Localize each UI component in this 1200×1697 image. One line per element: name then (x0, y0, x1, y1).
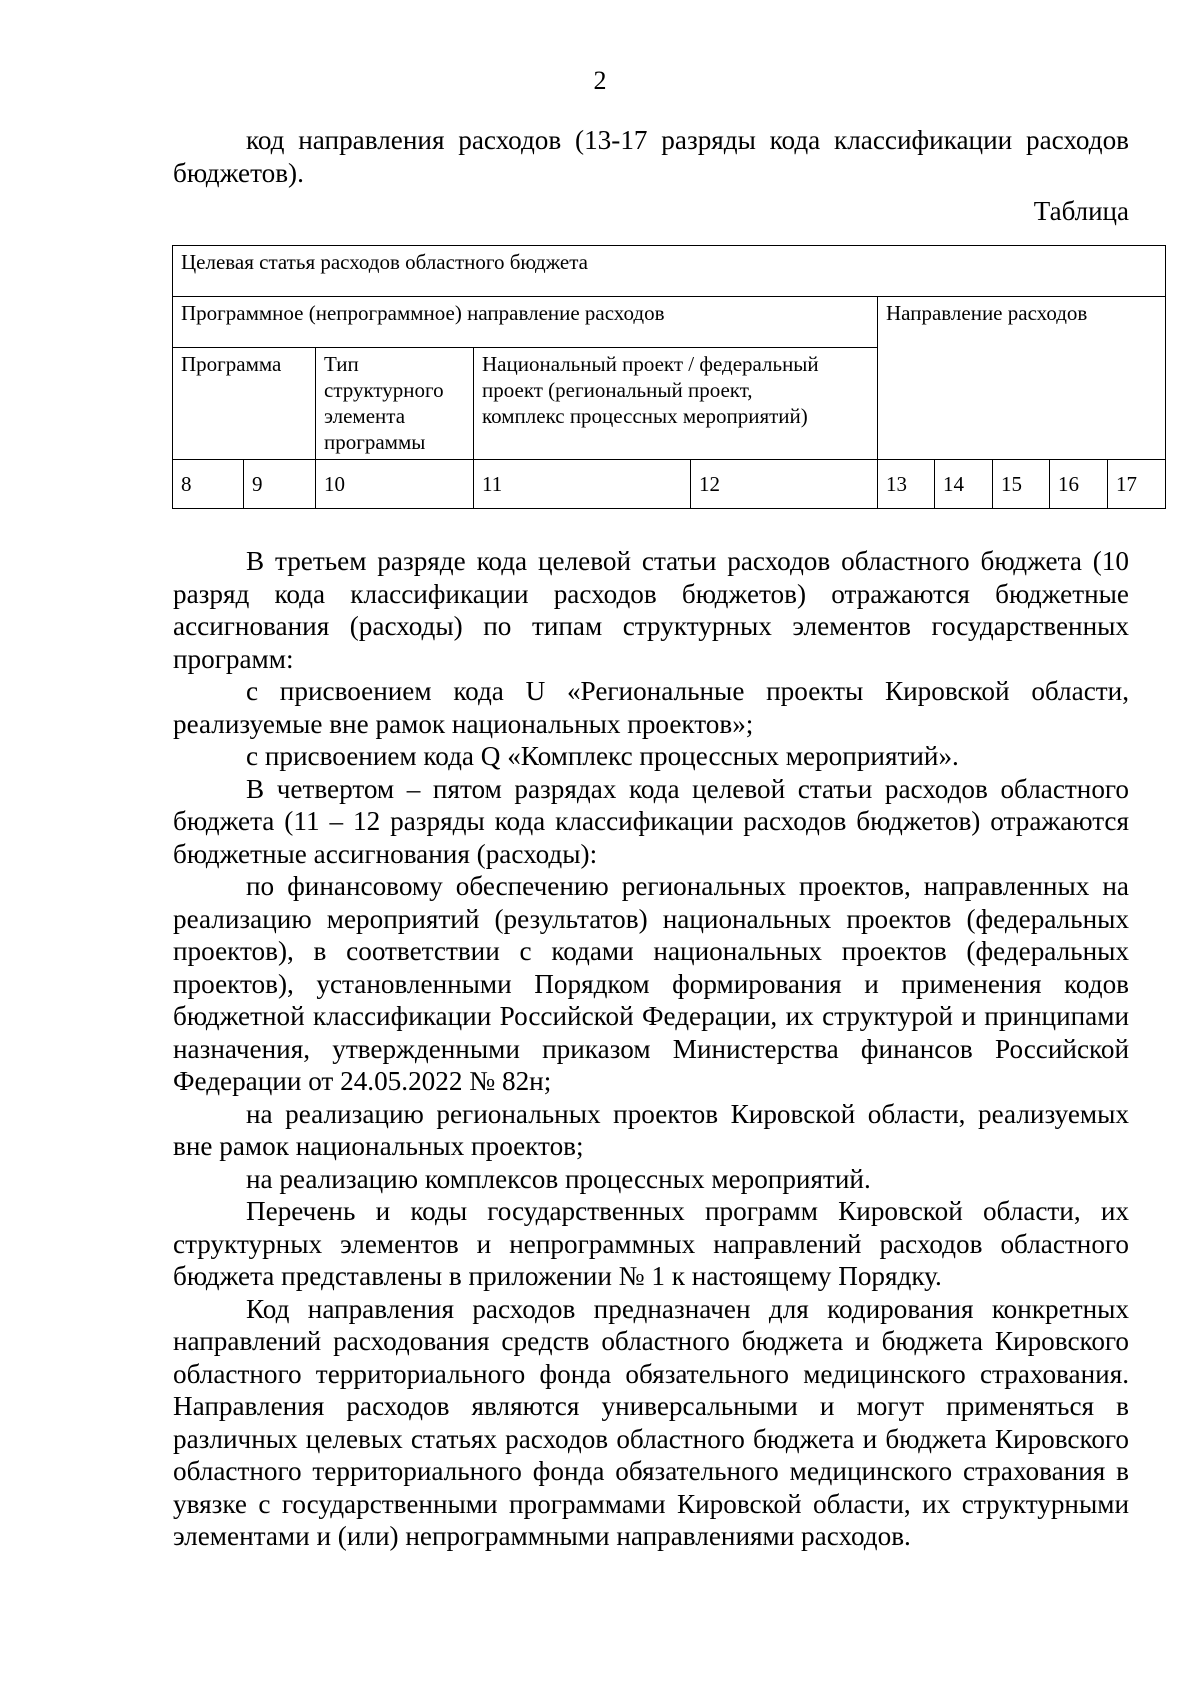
table-row-digits (173, 460, 1166, 509)
body-paragraph: на реализацию региональных проектов Кировской области, реализуемых вне рамок национальных проектов; (173, 1098, 1129, 1161)
digit-cell: 9 (244, 460, 316, 509)
body-paragraph: В четвертом – пятом разрядах кода целевой статьи расходов областного бюджета (11 – 12 разряды кода классификации расходов бюджетов) отражаются бюджетные ассигнования (расходы): (173, 773, 1129, 869)
body-paragraph: по финансовому обеспечению региональных проектов, направленных на реализацию мероприятий (результатов) национальных проектов (федеральных проектов), в соответствии с кодами национальных проектов (федеральных проектов), установленными Порядком формирования и применения кодов бюджетной классификации Российской Федерации, их структурой и принципами назначения, утвержденными приказом Министерства финансов Российской Федерации от 24.05.2022 № 82н; (173, 871, 1129, 1096)
digit-cell: 15 (993, 460, 1050, 509)
digit-cell: 13 (878, 460, 935, 509)
intro-paragraph: код направления расходов (13-17 разряды кода классификации расходов бюджетов). (173, 125, 1129, 188)
document-body (173, 124, 1137, 1553)
digit-cell: 11 (474, 460, 691, 509)
program-header: Программа (173, 348, 316, 460)
page-number: 2 (593, 66, 607, 95)
table-row (173, 246, 1166, 297)
digit-cell: 10 (316, 460, 474, 509)
table-title-cell: Целевая статья расходов областного бюджета (173, 246, 1166, 297)
project-header: Национальный проект / федеральный проект (региональный проект, комплекс процессных мероприятий) (474, 348, 878, 460)
body-paragraph: Код направления расходов предназначен для кодирования конкретных направлений расходования средств областного бюджета и бюджета Кировского областного территориального фонда обязательного медицинского страхования. Направления расходов являются универсальными и могут применяться в различных целевых статьях расходов областного бюджета и бюджета Кировского областного территориального фонда обязательного медицинского страхования в увязке с государственными программами Кировской области, их структурными элементами и (или) непрограммными направлениями расходов. (173, 1293, 1129, 1551)
body-paragraph: Перечень и коды государственных программ Кировской области, их структурных элементов и непрограммных направлений расходов областного бюджета представлены в приложении № 1 к настоящему Порядку. (173, 1196, 1129, 1291)
digit-cell: 17 (1108, 460, 1166, 509)
expense-direction-header: Направление расходов (878, 297, 1166, 460)
digit-cell: 14 (935, 460, 993, 509)
program-direction-header: Программное (непрограммное) направление расходов (173, 297, 878, 348)
digit-cell: 16 (1050, 460, 1108, 509)
body-paragraph: на реализацию комплексов процессных мероприятий. (246, 1163, 871, 1194)
body-paragraph: с присвоением кода U «Региональные проекты Кировской области, реализуемые вне рамок национальных проектов»; (173, 676, 1129, 739)
code-structure-table (172, 245, 1166, 509)
table-caption: Таблица (1033, 196, 1129, 226)
structural-element-type-header: Тип структурного элемента программы (316, 348, 474, 460)
table-row (173, 297, 1166, 348)
body-paragraph: В третьем разряде кода целевой статьи расходов областного бюджета (10 разряд кода классификации расходов бюджетов) отражаются бюджетные ассигнования (расходы) по типам структурных элементов государственных программ: (173, 546, 1129, 674)
digit-cell: 12 (691, 460, 878, 509)
body-paragraph: с присвоением кода Q «Комплекс процессных мероприятий». (246, 741, 959, 771)
digit-cell: 8 (173, 460, 244, 509)
